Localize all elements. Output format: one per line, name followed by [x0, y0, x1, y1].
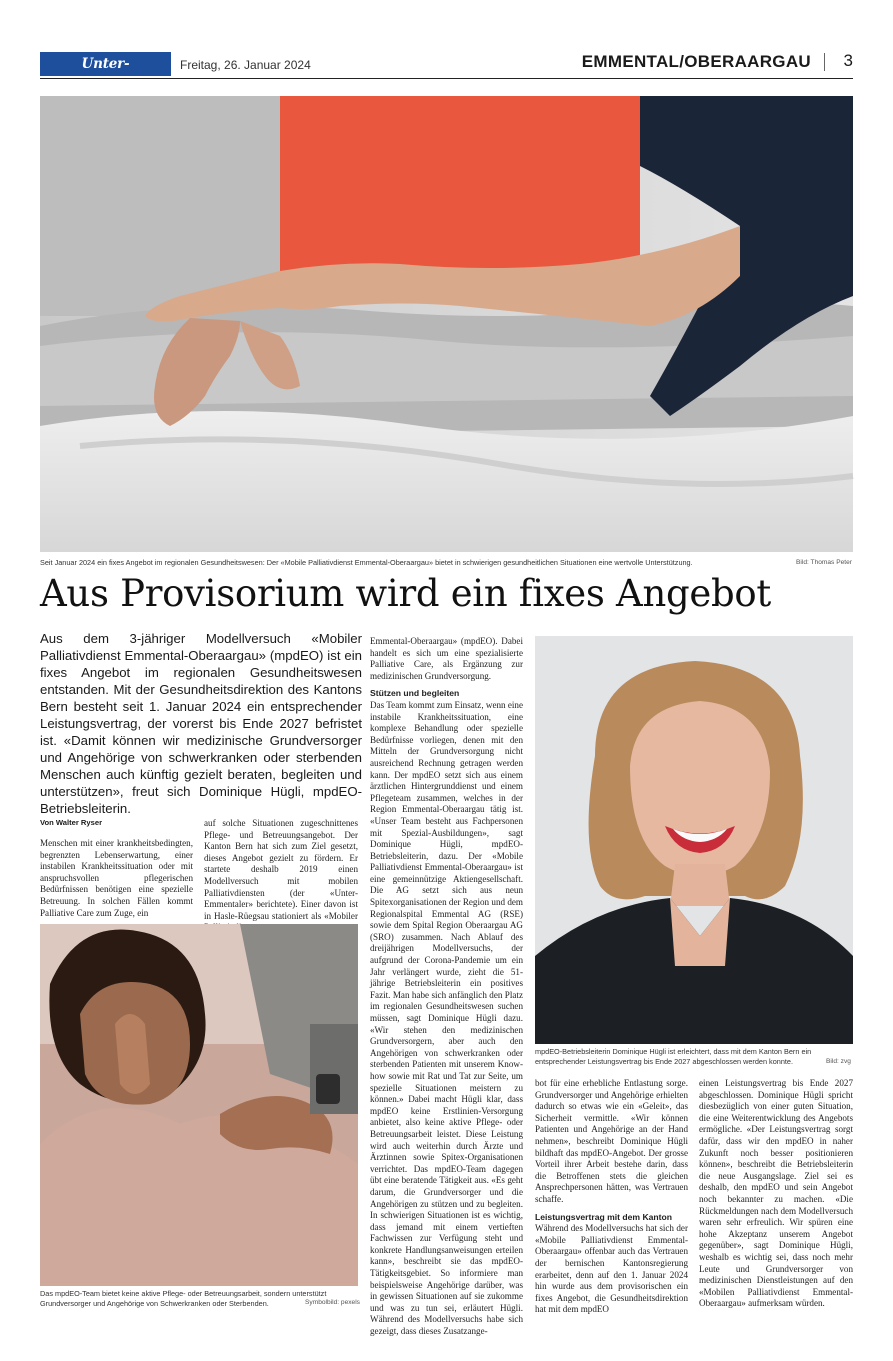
column-3-text: Das Team kommt zum Einsatz, wenn eine instabile Krankheitssituation, eine komplexe Behandlung oder spezielle Bedürfnisse vorliegen, denen mit den Mitteln der Grundversorgung nicht ausreichend Rechnung getragen werden kann. Der mpdEO setzt sich aus einem ärztlichen Hintergrunddienst und einem Pflegeteam zusammen, welches in der Region Emmental-Oberaargau tätig ist. «Unser Team besteht aus Fachpersonen mit Spezial-Ausbildungen», sagt Dominique Hügli, mpdEO-Betriebsleiterin, dazu. Der «Mobile Palliativdienst Emmental-Oberaargau» ist eine gemeinnützige Aktiengesellschaft. Die AG setzt sich aus neun Spitexorganisationen der Region und dem Regionalspital Emmental AG (RSE) sowie dem Spital Region Oberaargau AG (SRO) zusammen. Nach Ablauf des dreijährigen Modellversuchs, der aufgrund der Corona-Pandemie um ein Jahr verlängert wurde, zieht die 51-jährige Betriebsleiterin ein positives Fazit. Man habe sich anfänglich den Platz im regionalen Gesundheitswesen suchen müssen, sagt Dominique Hügli dazu. «Wir stehen den medizinischen Grundversorgern, aber auch den Angehörigen von schwerkranken oder sterbenden Patienten mit unserem Know-how sowie mit Rat und Tat zur Seite, um spezielle Situationen meistern zu können.» Dabei macht Hügli klar, dass mpdEO keine Erstlinien-Versorgung anbietet, also keine aktive Pflege- oder Betreuungsarbeit leistet. Diese Leistung wird auch weiterhin durch Ärzte und Ärztinnen sowie Spitex-Organisationen verrichtet. Das mpdEO-Team dagegen übt eine beratende Tätigkeit aus. «Es geht darum, die Grundversorger und die Angehörigen zu stützen und zu begleiten. In schwierigen Situationen ist es wichtig, dass jemand mit einem vertieften Fachwissen zur Verfügung steht und konkrete Handlungsanweisungen erteilen kann», beschreibt sie das mpdEO-Tätigkeitsgebiet. So informiere man beispielsweise Angehörige darüber, was in gewissen Situationen auf sie zukomme und was zu tun sei, erläutert Hügli. Während des Modellversuchs habe sich gezeigt, dass dieses Zusatzange- — [370, 699, 523, 1337]
column-4-intro: bot für eine erhebliche Entlastung sorge. Grundversorger und Angehörige erhielten dadurch so etwas wie ein «Geleit», das Sicherheit vermittle. «Wir können Patienten und Angehörige an der Hand nehmen», beschreibt Dominique Hügli bildhaft das mpdEO-Angebot. Der grosse Vorteil ihrer Arbeit bestehe darin, dass die Betroffenen stets die gleichen Ansprechpersonen hätten, was Vertrauen schaffe. — [535, 1078, 688, 1204]
masthead-rule — [40, 78, 853, 79]
portrait-photo — [535, 636, 853, 1044]
left-photo-caption: Das mpdEO-Team bietet keine aktive Pflege- oder Betreuungsarbeit, sondern unterstützt Grundversorger und Angehörige von Schwerkranken oder Sterbenden. — [40, 1289, 327, 1308]
article-column-3 — [370, 636, 523, 1337]
subheading-stuetzen: Stützen und begleiten — [370, 688, 460, 699]
article-column-2 — [204, 818, 358, 920]
right-photo-caption: mpdEO-Betriebsleiterin Dominique Hügli ist erleichtert, dass mit dem Kanton Bern ein entsprechender Leistungsvertrag bis Ende 2027 abgeschlossen werden konnte. — [535, 1047, 812, 1066]
masthead — [40, 50, 853, 96]
article-column-5 — [699, 1078, 853, 1308]
left-photo-credit: Symbolbild: pexels — [305, 1299, 360, 1306]
hero-credit: Bild: Thomas Peter — [796, 559, 852, 566]
article-column-1 — [40, 838, 193, 918]
article-lead: Aus dem 3-jähriger Modellversuch «Mobiler Palliativdienst Emmental-Oberaargau» (mpdEO) ist ein fixes Angebot im regionalen Gesundheitswesen entstanden. Mit der Gesundheitsdirektion des Kantons Bern besteht seit 1. Januar 2024 ein entsprechender Leistungsvertrag, der vorerst bis Ende 2027 befristet ist. «Damit können wir medizinische Grundversorger und Angehörige von schwerkranken oder sterbenden Menschen auch künftig gezielt beraten, begleiten und unterstützen», freut sich Dominique Hügli, mpdEO-Betriebsleiterin. — [40, 631, 362, 816]
hero-caption: Seit Januar 2024 ein fixes Angebot im regionalen Gesundheitswesen: Der «Mobile Palliativdienst Emmental-Oberaargau» bietet in schwierigen gesundheitlichen Situationen eine wertvolle Unterstützung. — [40, 558, 693, 567]
praying-woman-photo — [40, 924, 358, 1286]
newspaper-logo[interactable]: Unter-Emmentaler — [40, 52, 171, 76]
column-5-text: einen Leistungsvertrag bis Ende 2027 abgeschlossen. Dominique Hügli spricht diesbezüglich von einer guten Situation, die eine Weiterentwicklung des Angebots ermögliche. «Der Leistungsvertrag sorgt dafür, dass wir den mpdEO in naher Zukunft noch besser positionieren können», beschreibt die Betriebsleiterin die neue Ausgangslage. Ziel sei es deshalb, den mpdEO und sein Angebot noch bekannter zu machen. «Die Rückmeldungen nach dem Modellversuch waren sehr erfreulich. Wir spüren eine hohe Akzeptanz unserem Angebot gegenüber», sagt Dominique Hügli, weshalb es wichtig sei, dass noch mehr Leute und Grundversorger von medizinischen Dienstleistungen auf den «Mobilen Palliativdienst Emmental-Oberaargau» aufmerksam würden. — [699, 1078, 853, 1309]
issue-date: Freitag, 26. Januar 2024 — [180, 58, 311, 72]
page-number: 3 — [843, 51, 853, 70]
subheading-leistungsvertrag: Leistungsvertrag mit dem Kanton — [535, 1211, 673, 1222]
byline: Von Walter Ryser — [40, 818, 103, 827]
column-1-text: Menschen mit einer krankheitsbedingten, begrenzten Lebenserwartung, einer instabilen Krankheitssituation oder mit anspruchsvollen pflegerischen Bedürfnissen benötigen eine spezielle Betreuung. In solchen Fällen kommt Palliative Care zum Zuge, ein — [40, 838, 193, 918]
column-4-text: Während des Modellversuchs hat sich der «Mobile Palliativdienst Emmental-Oberaargau» offenbar auch das Vertrauen der bernischen Kantonsregierung erarbeitet, denn auf den 1. Januar 2024 hin wurde aus dem provisorischen ein fixes Angebot, die Gesundheitsdirektion hat mit dem mpdEO — [535, 1223, 688, 1315]
masthead-divider — [824, 53, 825, 71]
article-column-4 — [535, 1078, 688, 1315]
right-photo-credit: Bild: zvg — [826, 1058, 851, 1065]
section-title: EMMENTAL/OBERAARGAU — [581, 52, 811, 71]
hero-photo — [40, 96, 853, 552]
column-2-text: auf solche Situationen zugeschnittenes Pflege- und Betreuungsangebot. Der Kanton Bern hat sich zum Ziel gesetzt, dieses Angebot gezielt zu fördern. Er startete deshalb 2019 einen Modellversuch mit mobilen Palliativdiensten (der «Unter-Emmentaler» berichtete). Einer davon ist in Hasle-Rüegsau stationiert als «Mobiler — [204, 818, 358, 921]
column-3-intro: Emmental-Oberaargau» (mpdEO). Dabei handelt es sich um eine spezialisierte Palliative Care, als Ergänzung zur medizinischen Grundversorgung. — [370, 636, 523, 681]
headline: Aus Provisorium wird ein fixes Angebot — [40, 572, 771, 615]
